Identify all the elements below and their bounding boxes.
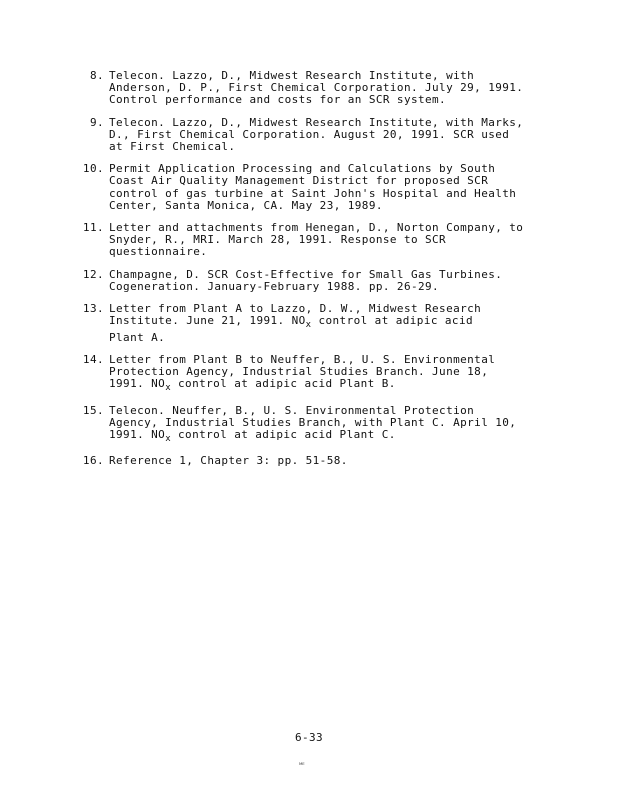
reference-line: Telecon. Lazzo, D., Midwest Research Institute, with Marks, [109, 115, 524, 129]
reference-item [74, 70, 574, 107]
reference-line: Agency, Industrial Studies Branch, with Plant C. April 10, [109, 415, 517, 429]
reference-line: Permit Application Processing and Calculations by South [109, 162, 496, 176]
reference-line: Coast Air Quality Management District for proposed SCR [109, 174, 489, 188]
reference-line: at First Chemical. [109, 140, 236, 154]
reference-number: 14. [82, 352, 104, 366]
reference-number: 9. [89, 115, 104, 129]
reference-line: Telecon. Lazzo, D., Midwest Research Institute, with [109, 69, 475, 82]
reference-line: Protection Agency, Industrial Studies Branch. June 18, [109, 365, 489, 379]
reference-item [74, 269, 574, 293]
reference-line: Anderson, D. P., First Chemical Corporation. July 29, 1991. [109, 81, 524, 95]
reference-line [109, 429, 574, 445]
nox-line-post: control at adipic acid Plant C. [171, 428, 396, 442]
nox-line-post: control at adipic acid [311, 314, 473, 328]
nox-line-post: control at adipic acid Plant B. [171, 377, 396, 391]
reference-number: 15. [82, 403, 104, 417]
reference-number: 10. [82, 162, 104, 176]
reference-line: D., First Chemical Corporation. August 20, 1991. SCR used [109, 127, 510, 141]
reference-line: Letter from Plant B to Neuffer, B., U. S. Environmental [109, 352, 496, 366]
reference-line: Snyder, R., MRI. March 28, 1991. Response to SCR [109, 233, 447, 247]
reference-number: 8. [89, 69, 104, 82]
reference-item [74, 222, 574, 259]
nox-line-pre: Institute. June 21, 1991. NO [109, 314, 306, 328]
reference-item [74, 163, 574, 212]
reference-line: Plant A. [109, 330, 166, 344]
reference-line: Champagne, D. SCR Cost-Effective for Small Gas Turbines. [109, 267, 503, 281]
reference-line: Center, Santa Monica, CA. May 23, 1989. [109, 198, 383, 212]
page-number: 6-33 [294, 731, 324, 744]
reference-item [74, 117, 574, 154]
reference-line: questionnaire. [109, 245, 208, 259]
footer-mark: ᴹᴱ [299, 762, 305, 769]
reference-number: 13. [82, 302, 104, 316]
nox-subscript: x [305, 320, 312, 331]
reference-line: Reference 1, Chapter 3: pp. 51-58. [109, 454, 348, 468]
reference-line [109, 378, 574, 394]
reference-item [74, 303, 574, 344]
reference-line: control of gas turbine at Saint John's Hospital and Health [109, 186, 517, 200]
reference-item [74, 455, 574, 467]
reference-item [74, 405, 574, 446]
nox-line-pre: 1991. NO [109, 428, 166, 442]
reference-item [74, 354, 574, 395]
reference-list [74, 70, 574, 478]
nox-line-pre: 1991. NO [109, 377, 166, 391]
reference-line: Telecon. Neuffer, B., U. S. Environmental Protection [109, 403, 475, 417]
nox-subscript: x [165, 434, 172, 445]
reference-number: 16. [82, 454, 104, 468]
reference-number: 11. [82, 221, 104, 235]
reference-line: Letter and attachments from Henegan, D., Norton Company, to [109, 221, 524, 235]
reference-line [109, 315, 574, 331]
nox-subscript: x [165, 383, 172, 394]
reference-line: Letter from Plant A to Lazzo, D. W., Midwest Research [109, 302, 482, 316]
reference-line: Cogeneration. January-February 1988. pp. 26-29. [109, 279, 440, 293]
reference-line: Control performance and costs for an SCR system. [109, 93, 447, 107]
reference-number: 12. [82, 267, 104, 281]
